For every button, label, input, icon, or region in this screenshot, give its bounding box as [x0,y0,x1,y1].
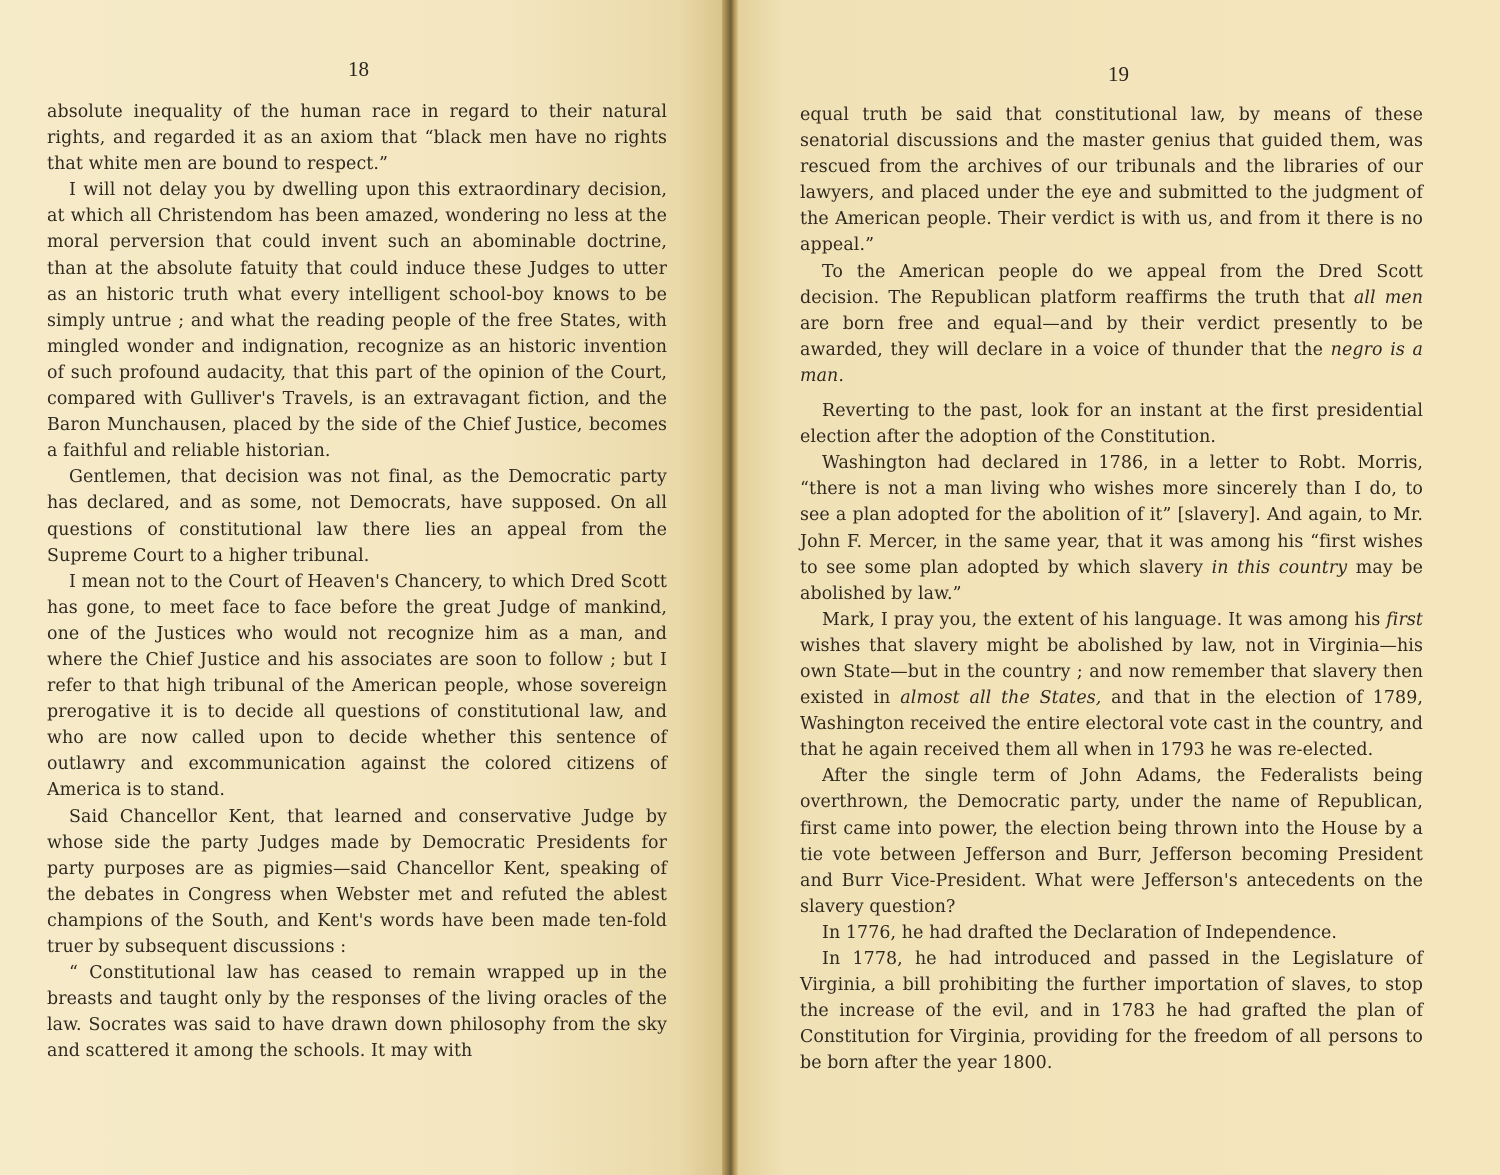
paragraph: equal truth be said that constitutional law, by means of these senatorial discussions and the master genius that guided them, was rescued from the archives of our tribunals and the libraries of our lawyers, and placed under the eye and submitted to the judgment of the American people. Their verdict is with us, and from it there is no appeal.” [800,105,1423,256]
paragraph-text: Washington had declared in 1786, in a letter to Robt. Morris, “there is not a man living who wishes more sincerely than I do, to see a plan adopted for the abolition of it” [slavery]. And again, to Mr. John F. Mercer, in the same year, that it was among his “first wishes to see some plan adopted by which slavery [800,453,1423,578]
emphasis-text: almost all the States, [900,688,1102,709]
page-number-right: 19 [1108,62,1129,86]
paragraph: I will not delay you by dwelling upon this extraordinary decision, at which all Christendom has been amazed, wondering no less at the moral perversion that could invent such an abominable doctrine, than at the absolute fatuity that could induce these Judges to utter as an historic truth what every intelligent school-boy knows to be simply untrue ; and what the reading people of the free States, with mingled wonder and indignation, recognize as an historic invention of such profound audacity, that this part of the opinion of the Court, compared with Gulliver's Travels, is an extravagant fiction, and the Baron Munchausen, placed by the side of the Chief Justice, becomes a faithful and reliable historian. [47,180,667,462]
paragraph [800,259,1423,389]
paragraph-text: are born free and equal—and by their verdict presently to be awarded, they will declare in a voice of thunder that the [800,313,1423,360]
paragraph-text: wishes that slavery might be abolished by law, not in Virginia—his own State—but in the country ; and now remember that slavery then existed in [800,635,1423,709]
paragraph [800,450,1423,607]
paragraph: Gentlemen, that decision was not final, as the Democratic party has declared, and as some, not Democrats, have supposed. On all questions of constitutional law there lies an appeal from the Supreme Court to a higher tribunal. [47,467,667,566]
paragraph: I mean not to the Court of Heaven's Chancery, to which Dred Scott has gone, to meet face to face before the great Judge of mankind, one of the Justices who would not recognize him as a man, and where the Chief Justice and his associates are soon to follow ; but I refer to that high tribunal of the American people, whose sovereign prerogative it is to decide all questions of constitutional law, and who are now called upon to decide whether this sentence of outlawry and excommunication against the colored citizens of America is to stand. [47,571,667,801]
emphasis-text: all men [1353,287,1423,308]
paragraph: In 1778, he had introduced and passed in the Legislature of Virginia, a bill prohibiting the further importation of slaves, to stop the increase of the evil, and in 1783 he had grafted the plan of Constitution for Virginia, providing for the freedom of all persons to be born after the year 1800. [800,949,1423,1074]
emphasis-text: first [1386,609,1423,630]
paragraph: In 1776, he had drafted the Declaration of Independence. [822,922,1338,943]
paragraph: “ Constitutional law has ceased to remain wrapped up in the breasts and taught only by the responses of the living oracles of the law. Socrates was said to have drawn down philosophy from the sky and scattered it among the schools. It may with [47,963,667,1062]
right-page-text [800,102,1423,1076]
emphasis-text: negro is a man. [800,339,1423,386]
paragraph [800,607,1423,764]
paragraph-text: may be abolished by law.” [800,557,1423,604]
page-number-left: 18 [348,57,369,81]
paragraph: absolute inequality of the human race in regard to their natural rights, and regarded it as an axiom that “black men have no rights that white men are bound to respect.” [47,102,667,175]
right-page [738,0,1500,1175]
paragraph-text: To the American people do we appeal from the Dred Scott decision. The Republican platform reaffirms the truth that [800,261,1423,308]
left-page-text [47,99,667,1064]
paragraph-text: Mark, I pray you, the extent of his language. It was among his [822,609,1387,630]
paragraph: Reverting to the past, look for an instant at the first presidential election after the adoption of the Constitution. [800,401,1423,448]
left-page [0,0,722,1175]
paragraph-text: and that in the election of 1789, Washington received the entire electoral vote cast in the country, and that he again received them all when in 1793 he was re-elected. [800,688,1423,761]
paragraph: Said Chancellor Kent, that learned and conservative Judge by whose side the party Judges made by Democratic Presidents for party purposes are as pigmies—said Chancellor Kent, speaking of the debates in Congress when Webster met and refuted the ablest champions of the South, and Kent's words have been made ten-fold truer by subsequent discussions : [47,806,667,957]
emphasis-text: in this country [1211,557,1348,578]
book-gutter [722,0,738,1175]
paragraph: After the single term of John Adams, the Federalists being overthrown, the Democratic party, under the name of Republican, first came into power, the election being thrown into the House by a tie vote between Jefferson and Burr, Jefferson becoming President and Burr Vice-President. What were Jefferson's antecedents on the slavery question? [800,766,1423,917]
